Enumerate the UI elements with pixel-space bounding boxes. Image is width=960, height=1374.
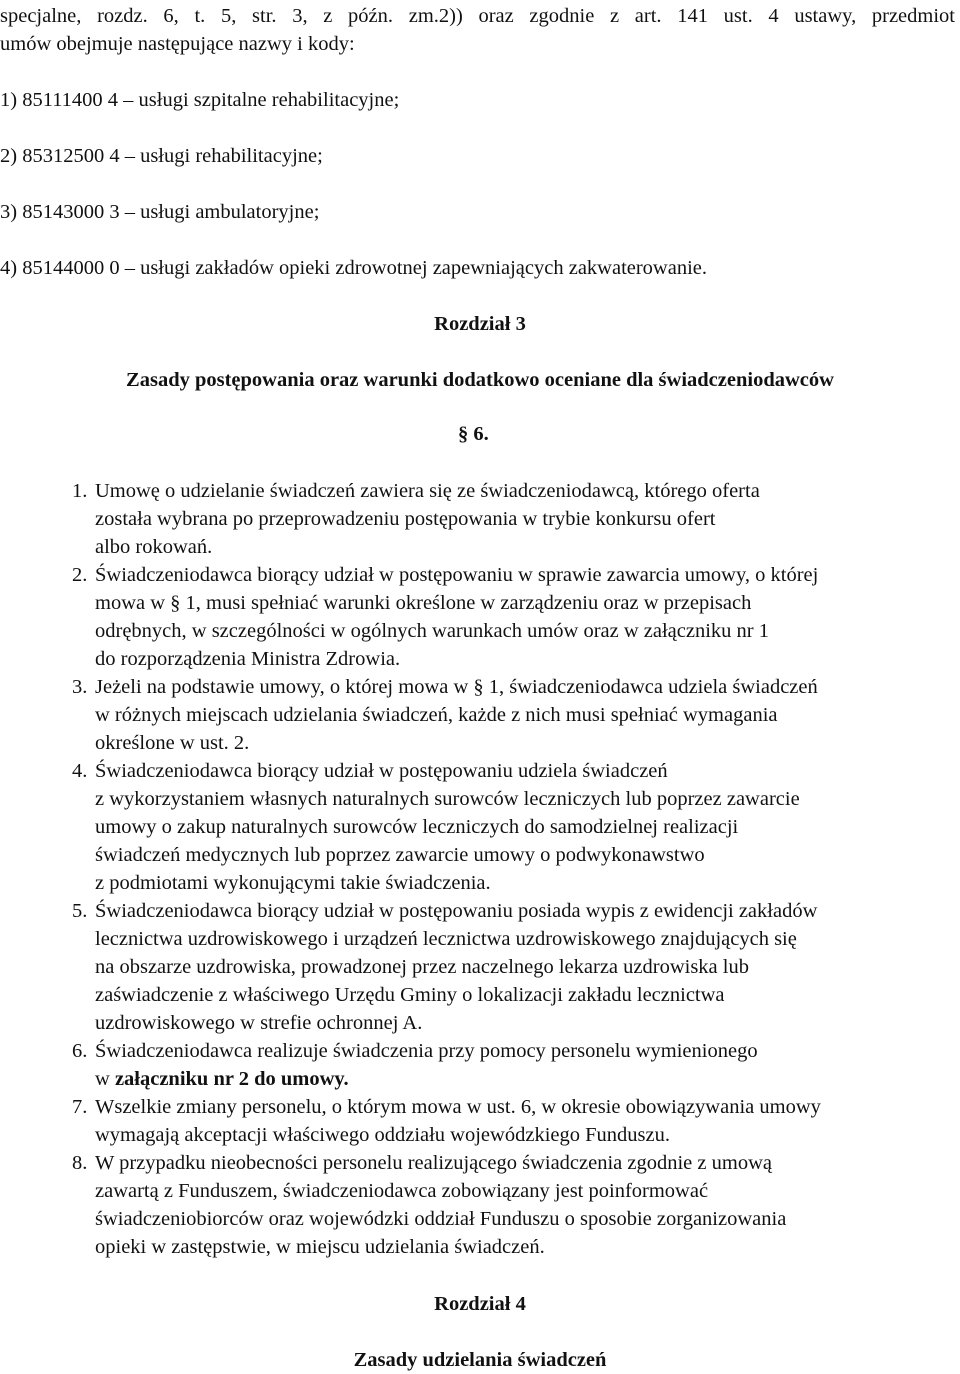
paragraph-text	[95, 1093, 960, 1149]
paragraph-line: W przypadku nieobecności personelu realizującego świadczenia zgodnie z umową	[95, 1152, 772, 1174]
section-6-heading: § 6.	[458, 423, 489, 445]
paragraph-line: Świadczeniodawca biorący udział w postępowaniu udziela świadczeń	[95, 760, 668, 782]
intro-line-1: specjalne, rozdz. 6, t. 5, str. 3, z późn. zm.2)) oraz zgodnie z art. 141 ust. 4 ustawy, przedmiot	[0, 5, 955, 27]
paragraph-number: 8.	[72, 1152, 88, 1174]
paragraph-line: Świadczeniodawca biorący udział w postępowaniu posiada wypis z ewidencji zakładów	[95, 900, 818, 922]
paragraph-line: lecznictwa uzdrowiskowego i urządzeń lecznictwa uzdrowiskowego znajdujących się	[95, 928, 797, 950]
paragraph-line: do rozporządzenia Ministra Zdrowia.	[95, 648, 401, 670]
paragraph-line: świadczeń medycznych lub poprzez zawarcie umowy o podwykonawstwo	[95, 844, 705, 866]
code-item-2: 2) 85312500 4 – usługi rehabilitacyjne;	[0, 145, 323, 167]
intro-line-2: umów obejmuje następujące nazwy i kody:	[0, 33, 355, 55]
attachment-reference: załączniku nr 2 do umowy.	[114, 1068, 349, 1090]
paragraph-line: Wszelkie zmiany personelu, o którym mowa w ust. 6, w okresie obowiązywania umowy	[95, 1096, 821, 1118]
paragraph-text	[95, 757, 960, 897]
paragraph-text	[95, 1149, 960, 1261]
paragraph-number: 4.	[72, 760, 88, 782]
paragraph-line: umowy o zakup naturalnych surowców leczniczych do samodzielnej realizacji	[95, 816, 739, 838]
paragraph-line: zaświadczenie z właściwego Urzędu Gminy o lokalizacji zakładu lecznictwa	[95, 984, 725, 1006]
paragraph-line: zawartą z Funduszem, świadczeniodawca zobowiązany jest poinformować	[95, 1180, 709, 1202]
paragraph-text	[95, 477, 960, 561]
paragraph-line: wymagają akceptacji właściwego oddziału wojewódzkiego Funduszu.	[95, 1124, 670, 1146]
code-item-3: 3) 85143000 3 – usługi ambulatoryjne;	[0, 201, 320, 223]
code-item-4: 4) 85144000 0 – usługi zakładów opieki zdrowotnej zapewniających zakwaterowanie.	[0, 257, 708, 279]
paragraph-line: w różnych miejscach udzielania świadczeń, każde z nich musi spełniać wymagania	[95, 704, 778, 726]
paragraph-line: z wykorzystaniem własnych naturalnych surowców leczniczych lub poprzez zawarcie	[95, 788, 800, 810]
paragraph-line: albo rokowań.	[95, 536, 213, 558]
intro-paragraph	[0, 2, 960, 58]
code-item-1: 1) 85111400 4 – usługi szpitalne rehabilitacyjne;	[0, 89, 400, 111]
paragraph-line: świadczeniobiorców oraz wojewódzki oddział Funduszu o sposobie zorganizowania	[95, 1208, 787, 1230]
paragraph-line: odrębnych, w szczególności w ogólnych warunkach umów oraz w załączniku nr 1	[95, 620, 769, 642]
paragraph-line: na obszarze uzdrowiska, prowadzonej przez naczelnego lekarza uzdrowiska lub	[95, 956, 749, 978]
paragraph-line: Umowę o udzielanie świadczeń zawiera się ze świadczeniodawcą, którego oferta	[95, 480, 760, 502]
paragraph-text	[95, 1037, 960, 1093]
paragraph-number: 2.	[72, 564, 88, 586]
chapter-4-heading: Rozdział 4	[434, 1293, 526, 1315]
paragraph-number: 7.	[72, 1096, 88, 1118]
chapter-3-heading: Rozdział 3	[434, 313, 526, 335]
paragraph-line-prefix: w	[95, 1068, 115, 1090]
paragraph-line: mowa w § 1, musi spełniać warunki określone w zarządzeniu oraz w przepisach	[95, 592, 752, 614]
paragraph-line	[95, 1065, 960, 1093]
paragraph-text	[95, 897, 960, 1037]
chapter-4-title: Zasady udzielania świadczeń	[353, 1349, 607, 1371]
paragraph-line: opieki w zastępstwie, w miejscu udzielania świadczeń.	[95, 1236, 545, 1258]
paragraph-text	[95, 673, 960, 757]
chapter-3-title: Zasady postępowania oraz warunki dodatkowo oceniane dla świadczeniodawców	[126, 369, 834, 391]
paragraph-number: 5.	[72, 900, 88, 922]
paragraph-line: z podmiotami wykonującymi takie świadczenia.	[95, 872, 491, 894]
paragraph-number: 1.	[72, 480, 88, 502]
paragraph-line: Świadczeniodawca realizuje świadczenia przy pomocy personelu wymienionego	[95, 1040, 758, 1062]
paragraph-number: 3.	[72, 676, 88, 698]
paragraph-line: Świadczeniodawca biorący udział w postępowaniu w sprawie zawarcia umowy, o której	[95, 564, 819, 586]
paragraph-line: została wybrana po przeprowadzeniu postępowania w trybie konkursu ofert	[95, 508, 716, 530]
paragraph-line: uzdrowiskowego w strefie ochronnej A.	[95, 1012, 423, 1034]
paragraph-text	[95, 561, 960, 673]
paragraph-number: 6.	[72, 1040, 88, 1062]
paragraph-line: Jeżeli na podstawie umowy, o której mowa w § 1, świadczeniodawca udziela świadczeń	[95, 676, 818, 698]
paragraph-line: określone w ust. 2.	[95, 732, 250, 754]
